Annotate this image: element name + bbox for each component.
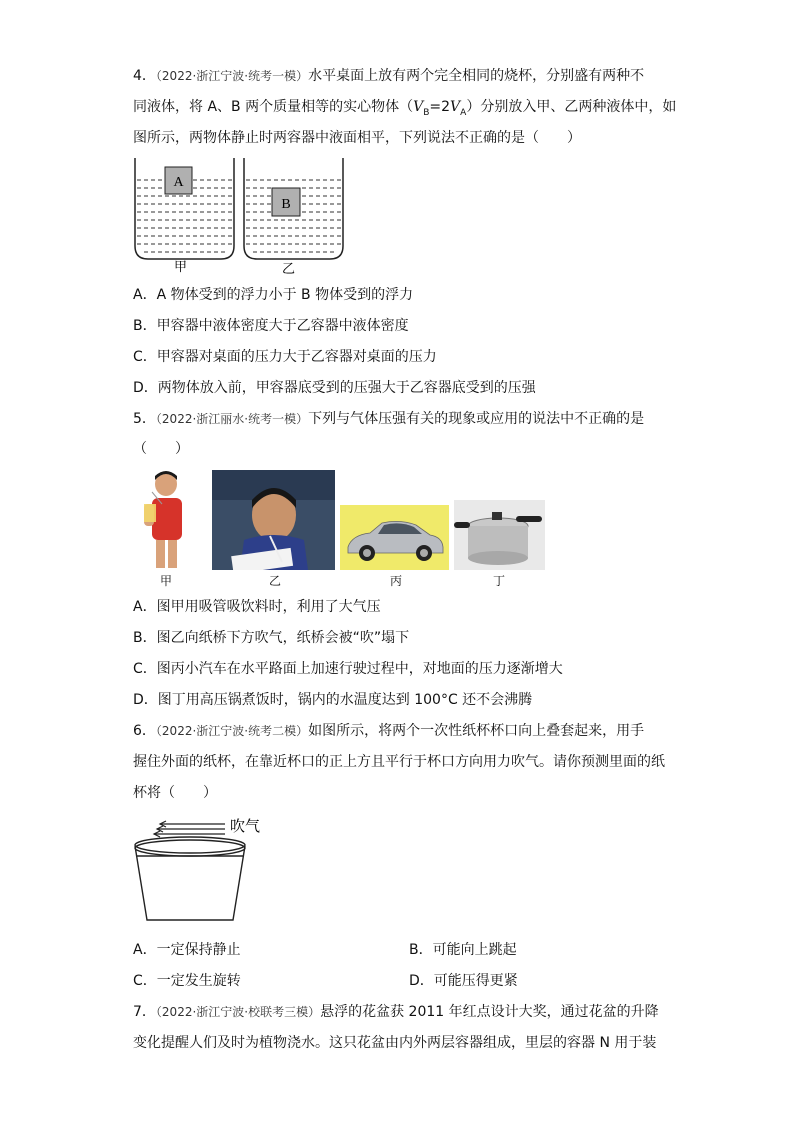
q5-option-b: B．图乙向纸桥下方吹气，纸桥会被“吹”塌下 bbox=[133, 630, 410, 646]
block-b-label: B bbox=[281, 197, 291, 212]
q5-option-d: D．图丁用高压锅煮饭时，锅内的水温度达到 100°C 还不会沸腾 bbox=[133, 692, 533, 708]
blow-label: 吹气 bbox=[230, 817, 261, 835]
q4-option-b: B．甲容器中液体密度大于乙容器中液体密度 bbox=[133, 318, 409, 334]
q4-option-a: A．A 物体受到的浮力小于 B 物体受到的浮力 bbox=[133, 287, 414, 303]
q4-number: 4． bbox=[133, 68, 156, 84]
q7-line-2: 变化提醒人们及时为植物浇水。这只花盆由内外两层容器组成，里层的容器 N 用于装 bbox=[133, 1035, 657, 1051]
q4-line-3: 图所示，两物体静止时两容器中液面相平，下列说法不正确的是（ ） bbox=[133, 130, 581, 146]
q7-source: （2022·浙江宁波·校联考三模） bbox=[155, 1005, 321, 1019]
q4-text-2a: 同液体，将 A、B 两个质量相等的实心物体（ bbox=[133, 99, 414, 115]
q4-eq: =2 bbox=[429, 99, 451, 115]
caption-jia: 甲 bbox=[174, 260, 188, 275]
paper-cups bbox=[135, 837, 245, 920]
q5-caption-bing: 丙 bbox=[390, 574, 403, 588]
beaker-yi bbox=[244, 158, 343, 259]
q5-line-1 bbox=[133, 409, 644, 429]
q4-text-1: 水平桌面上放有两个完全相同的烧杯，分别盛有两种不 bbox=[308, 68, 645, 84]
q4-line-1 bbox=[133, 66, 644, 86]
q7-line-1 bbox=[133, 1002, 659, 1022]
photo-bing-car bbox=[340, 505, 449, 570]
q6-cups-figure bbox=[130, 812, 280, 924]
q4-var-vb: V bbox=[413, 99, 424, 115]
q4-sub-a: A bbox=[460, 107, 467, 118]
q7-number: 7． bbox=[133, 1004, 156, 1020]
photo-jia-boy-drinking bbox=[134, 470, 196, 570]
q5-source: （2022·浙江丽水·统考一模） bbox=[155, 412, 309, 426]
q6-option-a: A．一定保持静止 bbox=[133, 942, 241, 958]
photo-ding-pressure-cooker bbox=[454, 500, 545, 570]
q5-text-1: 下列与气体压强有关的现象或应用的说法中不正确的是 bbox=[308, 411, 645, 427]
caption-yi: 乙 bbox=[282, 262, 296, 276]
q4-option-c: C．甲容器对桌面的压力大于乙容器对桌面的压力 bbox=[133, 349, 437, 365]
q5-option-c: C．图丙小汽车在水平路面上加速行驶过程中，对地面的压力逐渐增大 bbox=[133, 661, 563, 677]
q5-line-2: （ ） bbox=[133, 441, 189, 457]
q4-option-d: D．两物体放入前，甲容器底受到的压强大于乙容器底受到的压强 bbox=[133, 380, 536, 396]
q6-line-3: 杯将（ ） bbox=[133, 785, 217, 801]
q4-line-2 bbox=[133, 97, 676, 123]
q4-beakers-figure bbox=[130, 156, 362, 276]
q6-option-c: C．一定发生旋转 bbox=[133, 973, 241, 989]
block-a-label: A bbox=[173, 175, 184, 190]
q6-source: （2022·浙江宁波·统考二模） bbox=[155, 724, 309, 738]
photo-yi-paper-bridge bbox=[212, 470, 335, 570]
q6-text-1: 如图所示，将两个一次性纸杯杯口向上叠套起来，用手 bbox=[308, 723, 645, 739]
blow-arrows bbox=[154, 821, 225, 837]
q4-text-2b: ）分别放入甲、乙两种液体中，如 bbox=[466, 99, 677, 115]
q5-option-a: A．图甲用吸管吸饮料时，利用了大气压 bbox=[133, 599, 381, 615]
q5-caption-jia: 甲 bbox=[160, 574, 173, 588]
beaker-jia bbox=[135, 158, 234, 259]
q6-number: 6． bbox=[133, 723, 156, 739]
q5-caption-ding: 丁 bbox=[493, 574, 506, 588]
q5-caption-yi: 乙 bbox=[269, 574, 282, 588]
q7-text-1: 悬浮的花盆获 2011 年红点设计大奖，通过花盆的升降 bbox=[320, 1004, 659, 1020]
q4-var-va: V bbox=[450, 99, 461, 115]
q4-sub-b: B bbox=[423, 107, 430, 118]
q6-line-1 bbox=[133, 721, 644, 741]
q6-option-b: B．可能向上跳起 bbox=[409, 942, 517, 958]
q6-line-2: 握住外面的纸杯，在靠近杯口的正上方且平行于杯口方向用力吹气。请你预测里面的纸 bbox=[133, 754, 665, 770]
q5-number: 5． bbox=[133, 411, 156, 427]
q4-source: （2022·浙江宁波·统考一模） bbox=[155, 69, 309, 83]
q6-option-d: D．可能压得更紧 bbox=[409, 973, 518, 989]
